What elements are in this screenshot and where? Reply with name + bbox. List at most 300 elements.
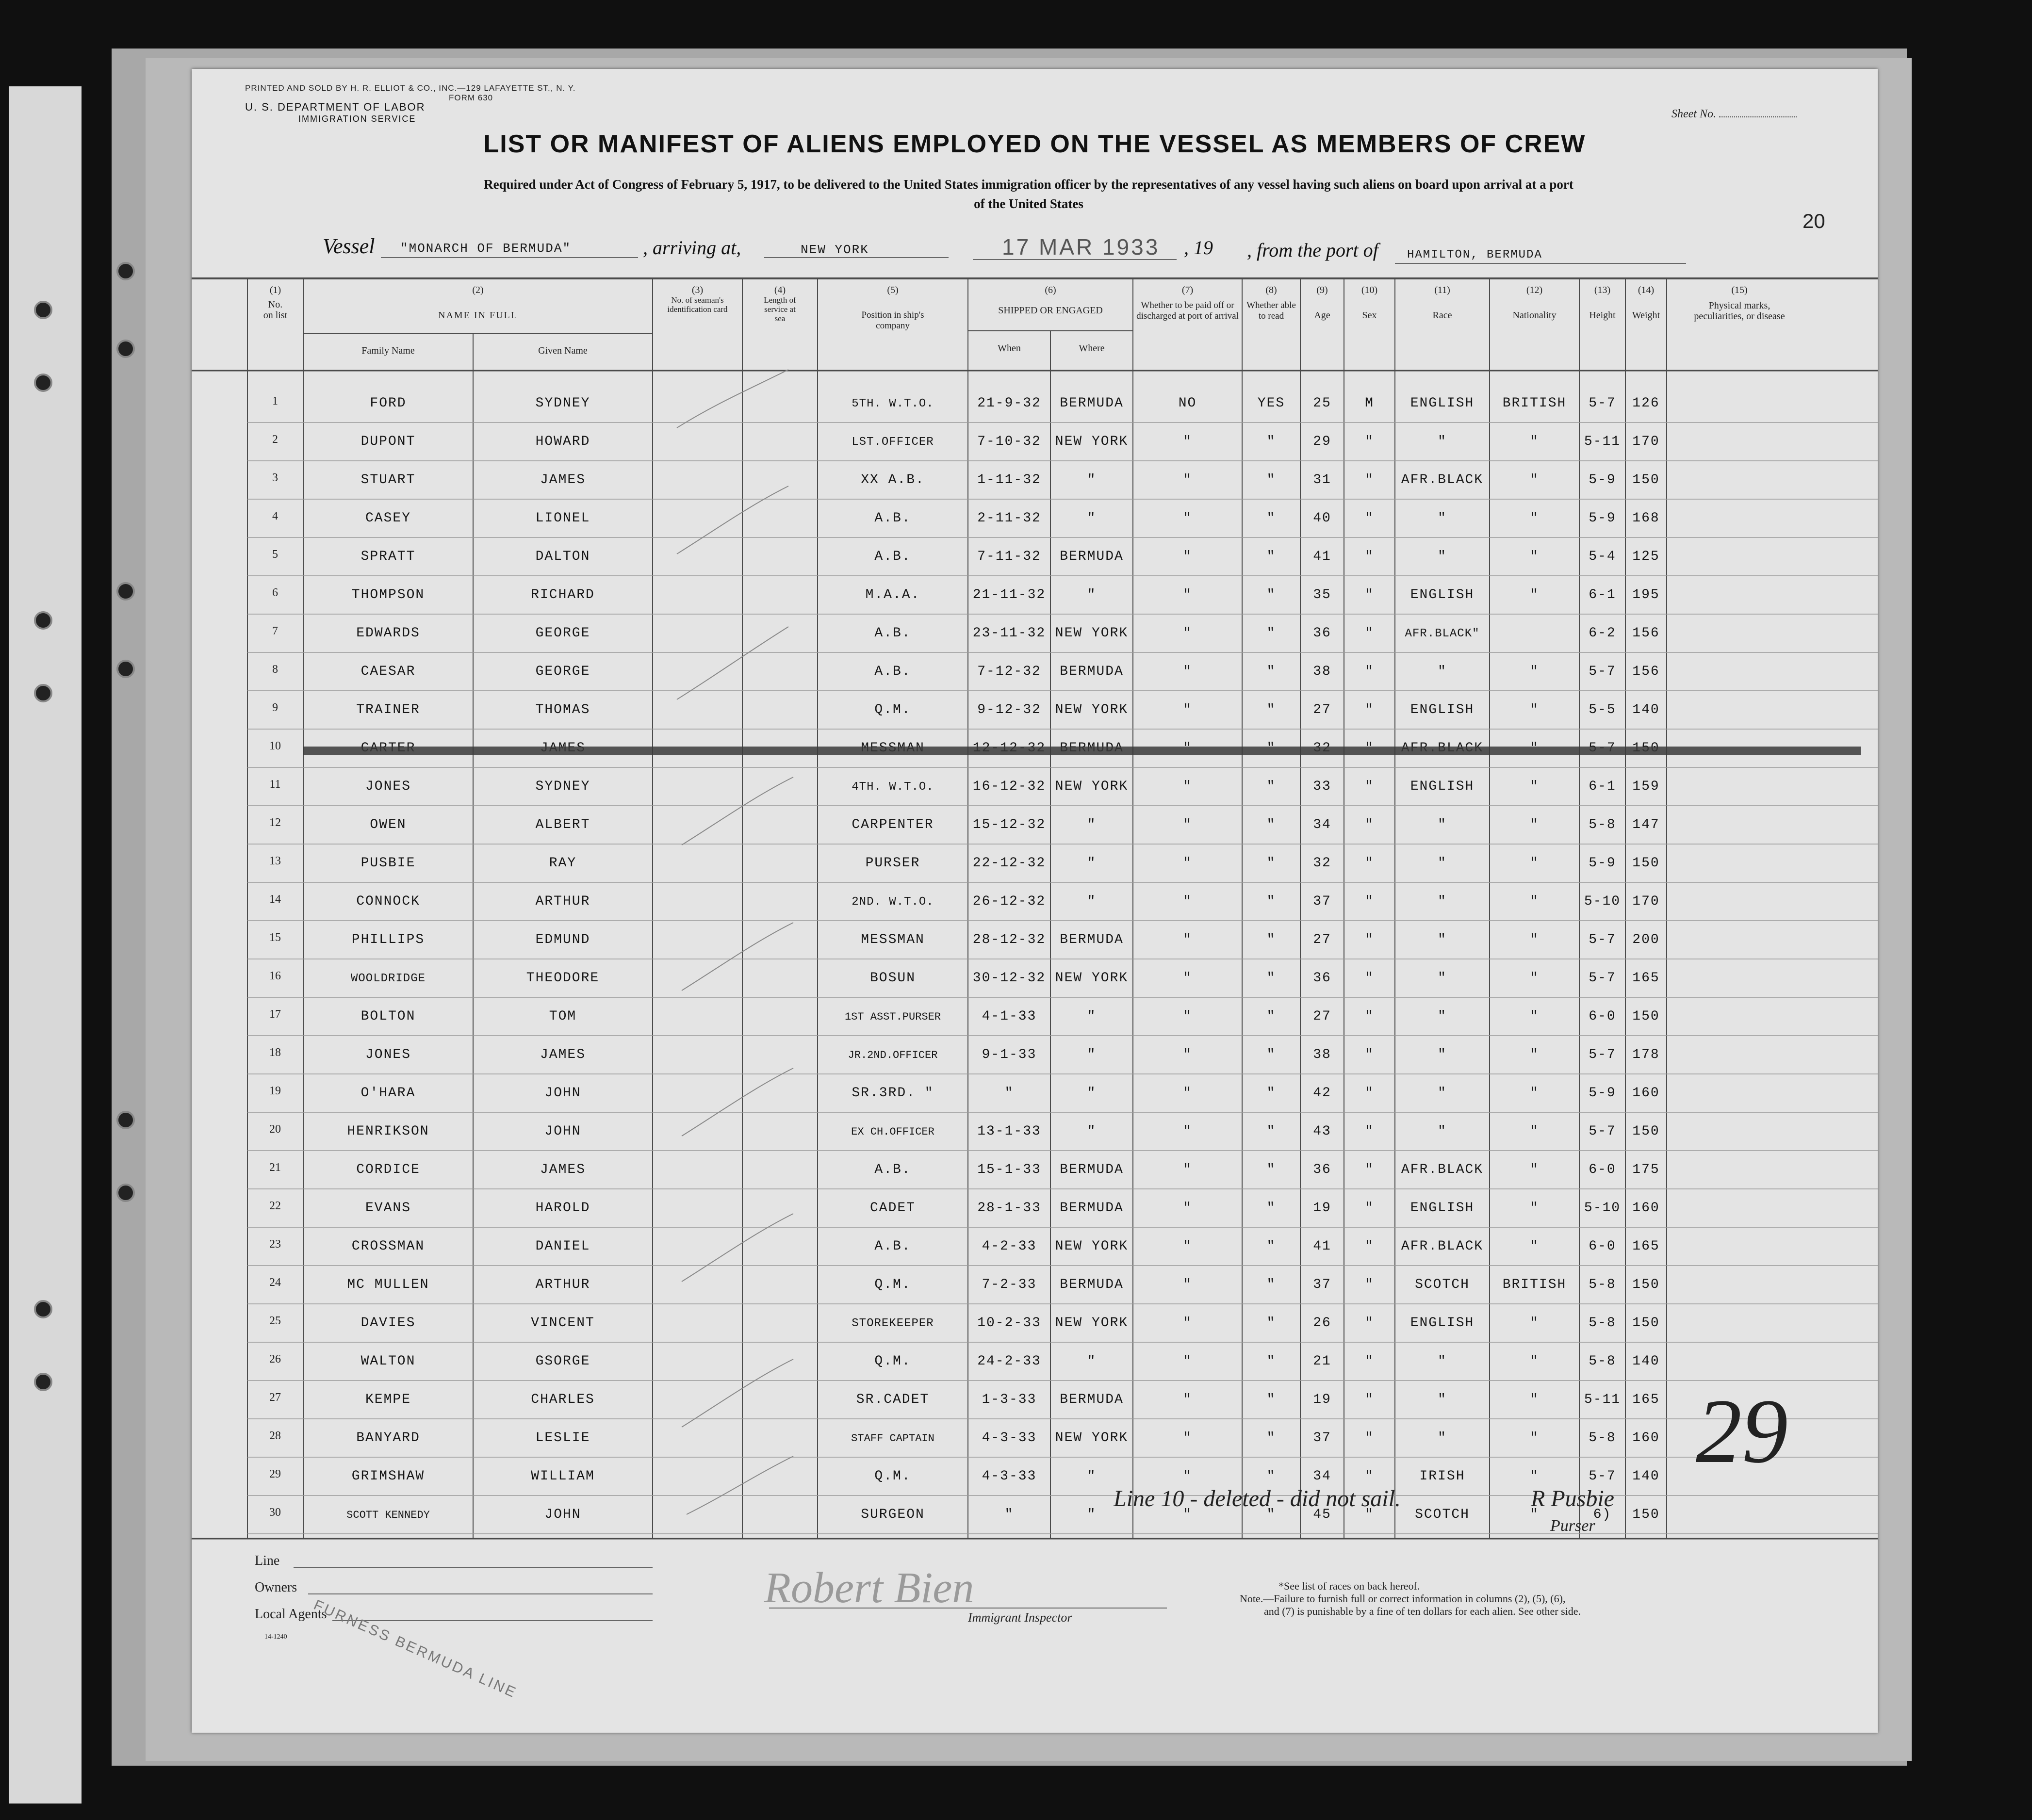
cell-weight: 150	[1632, 1316, 1660, 1331]
cell-given: GSORGE	[535, 1354, 590, 1369]
table-row	[192, 997, 1878, 1036]
cell-paid: "	[1183, 1507, 1192, 1522]
arriving-label: , arriving at,	[643, 237, 741, 259]
cell-height: 5-4	[1589, 549, 1616, 564]
cell-position: EX CH.OFFICER	[851, 1126, 934, 1138]
row-number: 27	[269, 1391, 281, 1404]
cell-paid: "	[1183, 1277, 1192, 1292]
cell-weight: 140	[1632, 702, 1660, 717]
cell-paid: "	[1183, 702, 1192, 717]
row-number: 2	[272, 433, 278, 446]
cell-race: ENGLISH	[1410, 587, 1475, 602]
cell-sex: "	[1365, 587, 1374, 602]
cell-paid: "	[1183, 472, 1192, 488]
cell-position: 4TH. W.T.O.	[852, 780, 934, 794]
cell-paid: "	[1183, 1124, 1192, 1139]
cell-read: "	[1266, 1354, 1276, 1369]
cell-read: "	[1266, 472, 1276, 488]
cell-paid: "	[1183, 664, 1192, 679]
table-row	[192, 1227, 1878, 1266]
cell-nat: "	[1530, 1086, 1539, 1101]
row-number: 25	[269, 1315, 281, 1327]
cell-weight: 178	[1632, 1047, 1660, 1062]
cell-when: 4-3-33	[982, 1430, 1037, 1446]
cell-height: 5-7	[1589, 971, 1616, 986]
inspector-label: Immigrant Inspector	[968, 1610, 1072, 1625]
binder-hole-icon	[34, 1373, 52, 1391]
cell-weight: 156	[1632, 664, 1660, 679]
table-row	[192, 499, 1878, 537]
cell-position: 2ND. W.T.O.	[852, 895, 934, 909]
cell-given: DANIEL	[535, 1239, 590, 1254]
local-agents-label: Local Agents	[255, 1607, 327, 1622]
cell-nat: "	[1530, 664, 1539, 679]
binder-hole-icon	[116, 660, 135, 678]
table-row	[192, 384, 1878, 422]
cell-sex: "	[1365, 1201, 1374, 1216]
cell-height: 5-10	[1584, 1201, 1621, 1216]
cell-sex: "	[1365, 1162, 1374, 1177]
cell-sex: "	[1365, 1047, 1374, 1062]
cell-nat: "	[1530, 702, 1539, 717]
row-number: 9	[272, 701, 278, 714]
col4-number: (4)	[774, 285, 786, 295]
cell-nat: "	[1530, 1162, 1539, 1177]
row-number: 29	[269, 1468, 281, 1480]
cell-race: "	[1438, 894, 1447, 909]
cell-nat: "	[1530, 779, 1539, 794]
cell-sex: "	[1365, 434, 1374, 449]
cell-family: GRIMSHAW	[351, 1469, 425, 1484]
col11-title: Race	[1432, 310, 1452, 321]
row-number: 6	[272, 586, 278, 599]
cell-age: 19	[1313, 1392, 1331, 1407]
cell-read: "	[1266, 779, 1276, 794]
binder-hole-icon	[116, 262, 135, 280]
cell-paid: "	[1183, 1162, 1192, 1177]
table-row	[192, 1342, 1878, 1381]
cell-family: PUSBIE	[361, 856, 416, 871]
cell-race: "	[1438, 971, 1447, 986]
cell-given: JAMES	[540, 472, 586, 488]
row-number: 20	[269, 1123, 281, 1136]
cell-position: A.B.	[874, 664, 911, 679]
cell-paid: "	[1183, 549, 1192, 564]
cell-weight: 150	[1632, 1124, 1660, 1139]
cell-position: SR.CADET	[856, 1392, 930, 1407]
cell-when: 1-3-33	[982, 1392, 1037, 1407]
cell-weight: 125	[1632, 549, 1660, 564]
printer-line-1: PRINTED AND SOLD BY H. R. ELLIOT & CO., INC.—129 LAFAYETTE ST., N. Y.	[245, 83, 576, 93]
cell-family: PHILLIPS	[351, 932, 425, 947]
cell-where: "	[1087, 1047, 1097, 1062]
cell-weight: 170	[1632, 894, 1660, 909]
line-label: Line	[255, 1553, 280, 1568]
cell-when: 28-1-33	[977, 1201, 1041, 1216]
cell-sex: "	[1365, 894, 1374, 909]
cell-height: 5-7	[1589, 1124, 1616, 1139]
cell-position: CARPENTER	[852, 817, 934, 832]
cell-read: "	[1266, 1316, 1276, 1331]
cell-nat: "	[1530, 511, 1539, 526]
cell-race: "	[1438, 817, 1447, 832]
cell-read: "	[1266, 587, 1276, 602]
cell-weight: 170	[1632, 434, 1660, 449]
cell-given: THEODORE	[526, 971, 600, 986]
cell-weight: 147	[1632, 817, 1660, 832]
owners-underline	[308, 1593, 653, 1594]
cell-where: BERMUDA	[1060, 549, 1124, 564]
table-row	[192, 1304, 1878, 1342]
cell-paid: "	[1183, 1009, 1192, 1024]
cell-when: 9-1-33	[982, 1047, 1037, 1062]
col8-title: Whether able to read	[1246, 300, 1296, 321]
cell-nat: "	[1530, 932, 1539, 947]
cell-read: "	[1266, 626, 1276, 641]
cell-where: "	[1087, 1469, 1097, 1484]
table-row	[192, 1266, 1878, 1304]
cell-nat: "	[1530, 1124, 1539, 1139]
cell-read: "	[1266, 1086, 1276, 1101]
cell-height: 6-1	[1589, 779, 1616, 794]
cell-when: "	[1004, 1507, 1014, 1522]
from-port-label: , from the port of	[1247, 239, 1378, 261]
cell-race: SCOTCH	[1415, 1507, 1470, 1522]
cell-when: 7-2-33	[982, 1277, 1037, 1292]
cell-read: "	[1266, 664, 1276, 679]
cell-family: TRAINER	[356, 702, 420, 717]
cell-family: DUPONT	[361, 434, 416, 449]
cell-read: "	[1266, 511, 1276, 526]
cell-paid: "	[1183, 1392, 1192, 1407]
cell-height: 5-7	[1589, 1469, 1616, 1484]
crew-count-number: 29	[1696, 1381, 1788, 1482]
cell-given: ARTHUR	[535, 894, 590, 909]
row-number: 14	[269, 893, 281, 906]
cell-sex: "	[1365, 779, 1374, 794]
col12-number: (12)	[1526, 285, 1543, 295]
local-agents-underline	[332, 1620, 653, 1621]
penalty-note-2: and (7) is punishable by a fine of ten dollars for each alien. See other side.	[1264, 1605, 1581, 1617]
table-row	[192, 1381, 1878, 1419]
cell-weight: 160	[1632, 1430, 1660, 1446]
cell-position: Q.M.	[874, 1469, 911, 1484]
cell-age: 40	[1313, 511, 1331, 526]
cell-read: "	[1266, 817, 1276, 832]
cell-weight: 165	[1632, 971, 1660, 986]
cell-age: 32	[1313, 856, 1331, 871]
col1-number: (1)	[269, 285, 281, 295]
cell-race: ENGLISH	[1410, 396, 1475, 411]
binder-hole-icon	[116, 340, 135, 358]
printer-line-2: FORM 630	[449, 93, 493, 102]
cell-weight: 160	[1632, 1201, 1660, 1216]
row-number: 24	[269, 1276, 281, 1289]
cell-race: "	[1438, 664, 1447, 679]
cell-family: THOMPSON	[351, 587, 425, 602]
cell-where: "	[1087, 1507, 1097, 1522]
cell-family: JONES	[365, 779, 411, 794]
deleted-line-note: Line 10 - deleted - did not sail.	[1114, 1486, 1401, 1511]
row-number: 30	[269, 1506, 281, 1519]
row-number: 15	[269, 931, 281, 944]
col1-title: No. on list	[263, 299, 288, 321]
cell-read: "	[1266, 1047, 1276, 1062]
cell-when: 4-1-33	[982, 1009, 1037, 1024]
cell-where: NEW YORK	[1055, 626, 1129, 641]
cell-read: "	[1266, 1239, 1276, 1254]
cell-age: 45	[1313, 1507, 1331, 1522]
origin-port: HAMILTON, BERMUDA	[1407, 248, 1542, 261]
cell-read: "	[1266, 1430, 1276, 1446]
cell-position: XX A.B.	[861, 472, 925, 488]
cell-nat: "	[1530, 1201, 1539, 1216]
col10-title: Sex	[1362, 310, 1377, 321]
cell-race: SCOTCH	[1415, 1277, 1470, 1292]
cell-family: KEMPE	[365, 1392, 411, 1407]
col9-title: Age	[1314, 310, 1330, 321]
cell-height: 6-0	[1589, 1009, 1616, 1024]
cell-age: 36	[1313, 971, 1331, 986]
cell-sex: "	[1365, 1392, 1374, 1407]
cell-family: BOLTON	[361, 1009, 416, 1024]
cell-paid: "	[1183, 1086, 1192, 1101]
cell-read: "	[1266, 549, 1276, 564]
cell-sex: "	[1365, 1469, 1374, 1484]
col12-header	[1490, 285, 1579, 321]
cell-when: 22-12-32	[972, 856, 1046, 871]
cell-nat: "	[1530, 434, 1539, 449]
binder-hole-icon	[116, 1111, 135, 1129]
cell-paid: "	[1183, 779, 1192, 794]
cell-age: 38	[1313, 664, 1331, 679]
cell-family: WALTON	[361, 1354, 416, 1369]
cell-when: 4-3-33	[982, 1469, 1037, 1484]
cell-height: 5-9	[1589, 472, 1616, 488]
cell-position: STAFF CAPTAIN	[851, 1432, 934, 1445]
col13-title: Height	[1589, 310, 1616, 321]
cell-family: JONES	[365, 1047, 411, 1062]
col14-header	[1625, 285, 1667, 321]
cell-where: BERMUDA	[1060, 664, 1124, 679]
col15-title: Physical marks, peculiarities, or disease	[1694, 300, 1785, 322]
row-number: 10	[269, 740, 281, 752]
col8-header	[1242, 285, 1300, 322]
cell-weight: 150	[1632, 1507, 1660, 1522]
table-row	[192, 461, 1878, 499]
cell-family: MC MULLEN	[347, 1277, 429, 1292]
cell-given: JAMES	[540, 1162, 586, 1177]
cell-sex: "	[1365, 511, 1374, 526]
row-number: 13	[269, 855, 281, 867]
cell-height: 5-11	[1584, 1392, 1621, 1407]
table-row	[192, 882, 1878, 921]
cell-nat: "	[1530, 1507, 1539, 1522]
cell-where: BERMUDA	[1060, 1162, 1124, 1177]
cell-height: 5-10	[1584, 894, 1621, 909]
requirement-line-2: of the United States	[974, 196, 1083, 211]
cell-read: "	[1266, 894, 1276, 909]
cell-position: A.B.	[874, 1239, 911, 1254]
cell-height: 5-9	[1589, 856, 1616, 871]
binder-hole-icon	[116, 582, 135, 601]
cell-age: 41	[1313, 549, 1331, 564]
cell-nat: "	[1530, 894, 1539, 909]
cell-race: "	[1438, 1354, 1447, 1369]
cell-height: 5-9	[1589, 511, 1616, 526]
cell-race: "	[1438, 1009, 1447, 1024]
col6-header	[968, 285, 1133, 316]
row-number: 8	[272, 663, 278, 676]
cell-paid: "	[1183, 1469, 1192, 1484]
cell-height: 6-2	[1589, 626, 1616, 641]
cell-nat: "	[1530, 1392, 1539, 1407]
cell-race: "	[1438, 511, 1447, 526]
cell-where: NEW YORK	[1055, 1430, 1129, 1446]
table-row	[192, 1074, 1878, 1112]
cell-age: 25	[1313, 396, 1331, 411]
cell-paid: "	[1183, 1201, 1192, 1216]
col13-header	[1579, 285, 1625, 321]
cell-height: 6-0	[1589, 1162, 1616, 1177]
cell-weight: 160	[1632, 1086, 1660, 1101]
binder-hole-icon	[116, 1184, 135, 1202]
cell-paid: "	[1183, 587, 1192, 602]
cell-where: NEW YORK	[1055, 702, 1129, 717]
background-sheet-left	[9, 86, 82, 1804]
page-number: 20	[1803, 210, 1825, 232]
cell-position: JR.2ND.OFFICER	[848, 1049, 938, 1061]
cell-when: 15-1-33	[977, 1162, 1041, 1177]
table-row	[192, 1189, 1878, 1227]
cell-given: JOHN	[544, 1507, 581, 1522]
page-title: LIST OR MANIFEST OF ALIENS EMPLOYED ON THE VESSEL AS MEMBERS OF CREW	[483, 130, 1586, 158]
cell-nat: "	[1530, 856, 1539, 871]
col13-number: (13)	[1594, 285, 1611, 295]
cell-sex: "	[1365, 1507, 1374, 1522]
row-number: 17	[269, 1008, 281, 1021]
cell-age: 42	[1313, 1086, 1331, 1101]
cell-read: "	[1266, 1124, 1276, 1139]
col4-title: Length of service at sea	[764, 295, 796, 323]
cell-where: "	[1087, 587, 1097, 602]
cell-given: WILLIAM	[531, 1469, 595, 1484]
table-row	[192, 959, 1878, 997]
cell-sex: "	[1365, 1316, 1374, 1331]
cell-height: 5-8	[1589, 1430, 1616, 1446]
cell-nat: "	[1530, 817, 1539, 832]
cell-when: 2-11-32	[977, 511, 1041, 526]
col11-header	[1395, 285, 1490, 321]
cell-weight: 175	[1632, 1162, 1660, 1177]
cell-when: 16-12-32	[972, 779, 1046, 794]
col15-header	[1667, 285, 1812, 322]
cell-weight: 159	[1632, 779, 1660, 794]
cell-position: LST.OFFICER	[852, 436, 934, 449]
cell-age: 27	[1313, 1009, 1331, 1024]
cell-family: STUART	[361, 472, 416, 488]
cell-position: A.B.	[874, 1162, 911, 1177]
table-row	[192, 1457, 1878, 1495]
cell-race: IRISH	[1419, 1469, 1465, 1484]
cell-position: Q.M.	[874, 1354, 911, 1369]
cell-height: 5-8	[1589, 1354, 1616, 1369]
cell-height: 5-8	[1589, 1316, 1616, 1331]
col5-number: (5)	[887, 285, 899, 295]
table-row	[192, 576, 1878, 614]
cell-position: A.B.	[874, 549, 911, 564]
table-row	[192, 614, 1878, 652]
cell-paid: "	[1183, 511, 1192, 526]
row-number: 5	[272, 548, 278, 561]
cell-height: 5-7	[1589, 664, 1616, 679]
cell-sex: "	[1365, 817, 1374, 832]
cell-age: 26	[1313, 1316, 1331, 1331]
table-row	[192, 844, 1878, 882]
cell-weight: 156	[1632, 626, 1660, 641]
cell-where: "	[1087, 894, 1097, 909]
col6a-header: When	[998, 343, 1021, 354]
cell-height: 5-7	[1589, 396, 1616, 411]
cell-family: EVANS	[365, 1201, 411, 1216]
cell-paid: "	[1183, 626, 1192, 641]
table-row	[192, 806, 1878, 844]
cell-given: JOHN	[544, 1086, 581, 1101]
cell-race: "	[1438, 434, 1447, 449]
cell-given: GEORGE	[535, 626, 590, 641]
cell-when: 7-10-32	[977, 434, 1041, 449]
cell-weight: 168	[1632, 511, 1660, 526]
cell-where: NEW YORK	[1055, 434, 1129, 449]
cell-nat: "	[1530, 1316, 1539, 1331]
cell-weight: 140	[1632, 1469, 1660, 1484]
table-row	[192, 1112, 1878, 1151]
cell-read: YES	[1257, 396, 1285, 411]
cell-where: "	[1087, 1009, 1097, 1024]
department-line-2: IMMIGRATION SERVICE	[298, 114, 416, 124]
col7-header	[1133, 285, 1242, 322]
cell-given: SYDNEY	[535, 396, 590, 411]
col3-header	[653, 285, 742, 314]
cell-position: CADET	[869, 1201, 916, 1216]
col3-number: (3)	[691, 285, 704, 295]
cell-sex: "	[1365, 1354, 1374, 1369]
col2-number: (2)	[472, 285, 484, 295]
department-line-1: U. S. DEPARTMENT OF LABOR	[245, 101, 426, 113]
cell-nat: BRITISH	[1502, 396, 1567, 411]
table-row	[192, 1495, 1878, 1534]
cell-sex: "	[1365, 549, 1374, 564]
col1-header	[247, 285, 303, 321]
cell-position: Q.M.	[874, 702, 911, 717]
cell-position: SR.3RD. "	[852, 1086, 934, 1101]
row-number: 19	[269, 1085, 281, 1097]
cell-where: BERMUDA	[1060, 396, 1124, 411]
cell-when: 28-12-32	[972, 932, 1046, 947]
cell-given: LIONEL	[535, 511, 590, 526]
table-row	[192, 537, 1878, 576]
cell-family: WOOLDRIDGE	[350, 972, 426, 985]
cell-age: 19	[1313, 1201, 1331, 1216]
row-number: 7	[272, 625, 278, 637]
cell-sex: M	[1365, 396, 1374, 411]
cell-where: BERMUDA	[1060, 1392, 1124, 1407]
races-note: *See list of races on back hereof.	[1278, 1580, 1420, 1592]
cell-paid: "	[1183, 971, 1192, 986]
cell-sex: "	[1365, 1009, 1374, 1024]
cell-height: 5-8	[1589, 817, 1616, 832]
cell-paid: "	[1183, 434, 1192, 449]
